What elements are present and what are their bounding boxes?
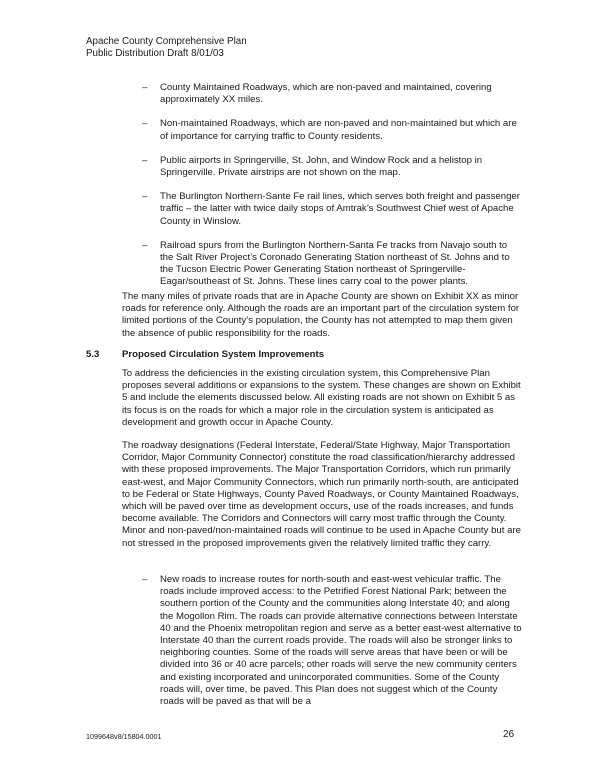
header-title: Apache County Comprehensive Plan	[86, 36, 247, 47]
list-item	[142, 574, 522, 708]
section-title: Proposed Circulation System Improvements	[122, 349, 325, 360]
bullet-list-proposed-improvements	[142, 574, 522, 720]
bullet-list-existing-roads	[142, 82, 522, 301]
section-heading	[86, 349, 526, 361]
paragraph-deficiencies: To address the deficiencies in the existing circulation system, this Comprehensive Plan proposes several additions or expansions to the system. These changes are shown on Exhibit 5 and include the elements discussed below. All existing roads are not shown on Exhibit 5 as its focus is on the roads for which a major role in the circulation system is anticipated as development and growth occur in Apache County.	[122, 368, 521, 428]
list-item-text: County Maintained Roadways, which are non-paved and maintained, covering approximately XX miles.	[160, 82, 492, 106]
list-item-text: New roads to increase routes for north-south and east-west vehicular traffic. The roads include improved access: to the Petrified Forest National Park; between the southern portion of the County and the communities along Interstate 40; and along the Mogollon Rim. The roads can provide alternative connections between Interstate 40 and the Phoenix metropolitan region and serve as a better east-west alternative to Interstate 40 than the current roads provide. The roads will also be stronger links to neighboring counties. Some of the roads will serve areas that have been or will be divided into 36 or 40 acre parcels; other roads will serve the new community centers and existing incorporated and unincorporated communities. Some of the County roads will, over time, be paved. This Plan does not suggest which of the County roads will be paved as that will be a	[160, 574, 522, 708]
list-item-text: Railroad spurs from the Burlington Northern-Santa Fe tracks from Navajo south to the Salt River Project’s Coronado Generating Station northeast of St. Johns and to the Tucson Electric Power Generating Station northeast of Springerville-Eagar/southeast of St. Johns. These lines carry coal to the power plants.	[160, 239, 510, 288]
list-item-text: Non-maintained Roadways, which are non-paved and non-maintained but which are of importance for carrying traffic to County residents.	[160, 118, 517, 142]
list-item-text: Public airports in Springerville, St. John, and Window Rock and a helistop in Springerville. Private airstrips are not shown on the map.	[160, 154, 483, 179]
list-item	[142, 118, 522, 142]
list-item	[142, 240, 522, 289]
bullet-dash: –	[142, 574, 148, 585]
header-subtitle: Public Distribution Draft 8/01/03	[86, 48, 224, 59]
list-item-text: The Burlington Northern-Sante Fe rail lines, which serves both freight and passenger traffic – the latter with twice daily stops of Amtrak’s Southwest Chief west of Apache County in Winslow.	[160, 191, 520, 227]
bullet-dash: –	[142, 239, 148, 251]
document-header	[86, 36, 247, 60]
bullet-dash: –	[142, 191, 148, 203]
footer-document-id: 1099648v8/15804.0001	[86, 732, 162, 741]
paragraph-private-roads: The many miles of private roads that are in Apache County are shown on Exhibit XX as minor roads for reference only. Although the roads are an important part of the circulation system for limited portions of the County’s population, the County has not attempted to map them given the absence of public responsibility for the roads.	[122, 291, 520, 339]
footer-page-number: 26	[503, 729, 515, 740]
bullet-dash: –	[142, 154, 148, 166]
list-item	[142, 82, 522, 106]
bullet-dash: –	[142, 118, 148, 130]
section-number: 5.3	[86, 349, 100, 360]
paragraph-designations: The roadway designations (Federal Interstate, Federal/State Highway, Major Transportation Corridor, Major Community Connector) constitute the road classification/hierarchy addressed with these proposed improvements. The Major Transportation Corridors, which run primarily east-west, and Major Community Connectors, which run primarily north-south, are anticipated to be Federal or State Highways, County Paved Roadways, or County Maintained Roadways, which will be paved over time as development occurs, use of the roads increases, and funds become available. The Corridors and Connectors will carry most traffic through the County. Minor and non-paved/non-maintained roads will continue to be used in Apache County but are not stressed in the proposed improvements given the relatively limited traffic they carry.	[122, 440, 521, 549]
bullet-dash: –	[142, 82, 148, 93]
list-item	[142, 155, 522, 179]
list-item	[142, 191, 522, 228]
